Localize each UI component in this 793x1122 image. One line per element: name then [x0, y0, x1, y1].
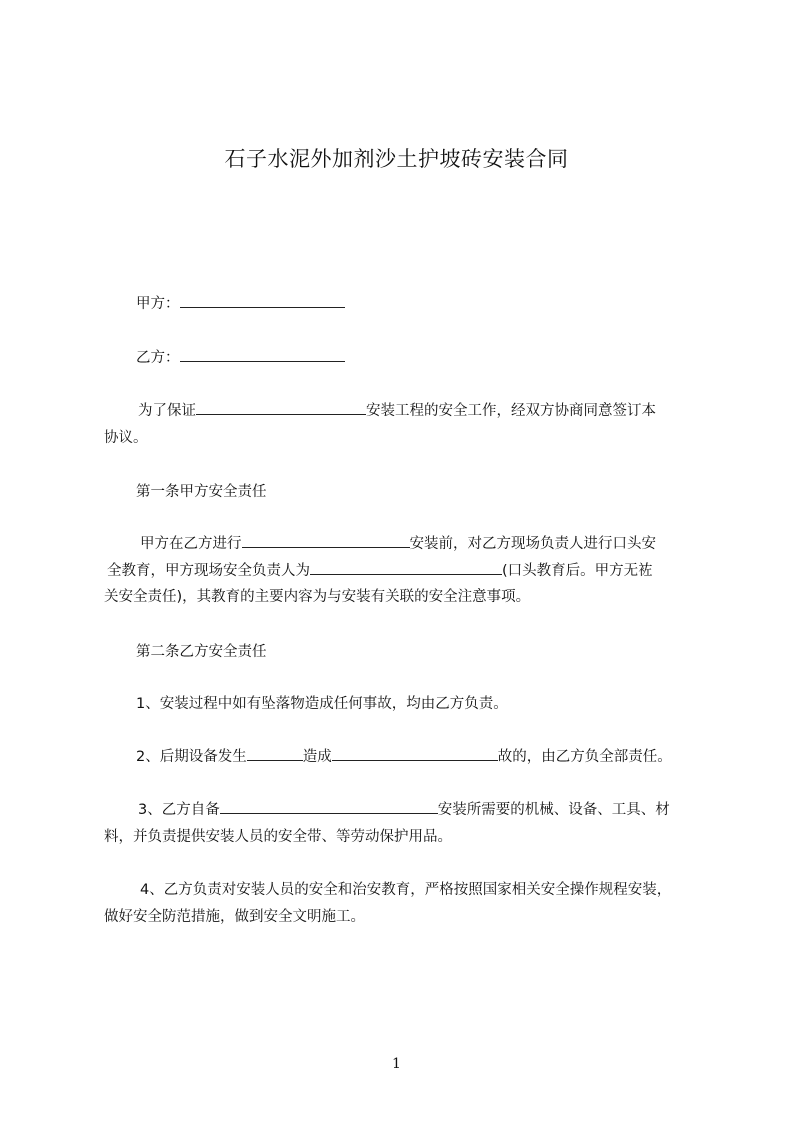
self-supplied-blank[interactable]: [220, 799, 438, 814]
party-b-blank[interactable]: [180, 347, 345, 362]
party-a-blank[interactable]: [180, 293, 345, 308]
project-name-blank[interactable]: [196, 400, 366, 415]
article1-heading: 第一条甲方安全责任: [136, 484, 267, 500]
article2-item-4-line-1: 4、乙方负责对安装人员的安全和治安教育，严格按照国家相关安全操作规程安装，: [140, 882, 672, 898]
safety-officer-blank[interactable]: [310, 560, 502, 575]
party-b-label: 乙方：: [136, 350, 180, 366]
equipment-event-blank[interactable]: [247, 746, 303, 761]
article2-item-2: [136, 745, 672, 766]
item2-prefix: 2、后期设备发生: [136, 749, 247, 765]
party-a-label: 甲方：: [136, 296, 180, 312]
item3-suffix: 安装所需要的机械、设备、工具、材: [437, 802, 670, 818]
article1-p2-suffix: (口头教育后。甲方无袏: [502, 563, 653, 579]
party-b-line: [136, 346, 345, 367]
item3-prefix: 3、乙方自备: [138, 802, 220, 818]
document-title: 石子水泥外加剂沙土护坡砖安装合同: [224, 147, 569, 171]
item2-suffix: 故的，由乙方负全部责任。: [497, 749, 672, 765]
article2-item-4-line-2: 做好安全防范措施，做到安全文明施工。: [104, 909, 365, 925]
intro-line-1: [138, 399, 656, 420]
intro-prefix: 为了保证: [138, 403, 196, 419]
article2-heading: 第二条乙方安全责任: [136, 644, 267, 660]
item2-middle: 造成: [302, 749, 332, 765]
party-a-line: [136, 292, 345, 313]
intro-line-2: 协议。: [104, 430, 148, 446]
article1-line-2: [107, 559, 653, 580]
article1-line-3: 关安全责任)，其教育的主要内容为与安装有关联的安全注意事项。: [104, 589, 531, 605]
page-number: 1: [392, 1056, 401, 1072]
install-scope-blank[interactable]: [242, 533, 410, 548]
accident-blank[interactable]: [332, 746, 498, 761]
article2-item-1: 1、安装过程中如有坠落物造成任何事故，均由乙方负责。: [136, 696, 508, 712]
article2-item-3-line-1: [138, 798, 670, 819]
article2-item-3-line-2: 料，并负责提供安装人员的安全带、等劳动保护用品。: [104, 829, 452, 845]
article1-p2-prefix: 全教育，甲方现场安全负责人为: [107, 563, 310, 579]
article1-p1-suffix: 安装前，对乙方现场负责人进行口头安: [409, 536, 656, 552]
article1-line-1: [140, 532, 656, 553]
intro-suffix: 安装工程的安全工作，经双方协商同意签订本: [366, 403, 656, 419]
article1-p1-prefix: 甲方在乙方进行: [140, 536, 242, 552]
